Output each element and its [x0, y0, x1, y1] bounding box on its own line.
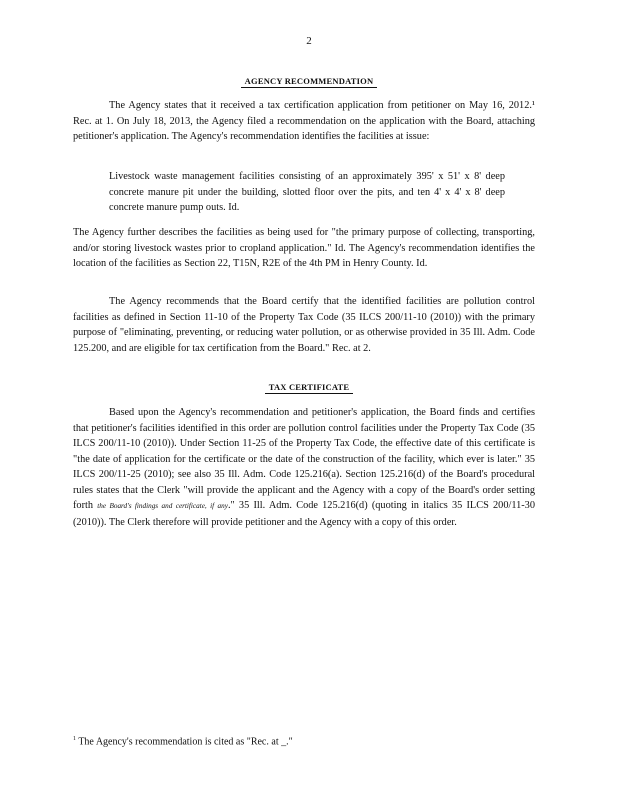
page-number: 2: [306, 35, 312, 47]
board-findings-text: Based upon the Agency's recommendation and petitioner's application, the Board finds and certifies that petitioner's facilities identified in this order are pollution control facilities under the Property Tax Code (35 ILCS 200/11-10 (2010)). Under Section 11-25 of the Property Tax Code, the effective date of this certificate is "the date of application for the certificate or the date of the construction of the facility, which ever is later." 35 ILCS 200/11-25 (2010); see also 35 Ill. Adm. Code 125.216(a). Section 125.216(d) of the Board's procedural rules states that the Clerk "will provide the applicant and the Agency with a copy of the Board's order setting forth: [73, 407, 535, 511]
paragraph-board-findings: [73, 405, 535, 530]
agency-recommendation-heading-text: AGENCY RECOMMENDATION: [241, 76, 378, 88]
board-findings-text-end: ." 35 Ill. Adm. Code 125.216(d) (quoting in italics 35 ILCS 200/11-30 (2010)). The Clerk therefore will provide petitioner and the Agency with a copy of this order.: [73, 500, 535, 528]
tax-certificate-heading-text: TAX CERTIFICATE: [265, 382, 354, 394]
agency-recommendation-heading: [0, 74, 618, 90]
footnote: [73, 732, 535, 750]
tax-certificate-heading: [0, 380, 618, 396]
board-findings-italic-quote: the Board's findings and certificate, if any: [97, 502, 228, 510]
footnote-marker: 1: [73, 736, 76, 742]
paragraph-agency-recommends: The Agency recommends that the Board certify that the identified facilities are pollution control facilities as defined in Section 11-10 of the Property Tax Code (35 ILCS 200/11-10 (2010)) with the primary purpose of "eliminating, preventing, or reducing water pollution, or as otherwise provided in 35 Ill. Adm. Code 125.200, and are eligible for tax certification from the Board." Rec. at 2.: [73, 296, 535, 354]
footnote-text: The Agency's recommendation is cited as "Rec. at _.": [78, 736, 293, 748]
paragraph-facility-description: The Agency further describes the facilities as being used for "the primary purpose of collecting, transporting, and/or storing livestock wastes prior to cropland application." Id. The Agency's recommendation identifies the location of the facilities as Section 22, T15N, R2E of the 4th PM in Henry County. Id.: [73, 227, 535, 269]
facilities-quote: Livestock waste management facilities consisting of an approximately 395' x 51' x 8' deep concrete manure pit under the building, slotted floor over the pits, and ten 4' x 4' x 8' deep concrete manure pump outs. Id.: [109, 171, 505, 213]
paragraph-agency-filing: The Agency states that it received a tax certification application from petitioner on May 16, 2012.¹ Rec. at 1. On July 18, 2013, the Agency filed a recommendation on the application with the Board, attaching petitioner's application. The Agency's recommendation identifies the facilities at issue:: [73, 100, 535, 142]
